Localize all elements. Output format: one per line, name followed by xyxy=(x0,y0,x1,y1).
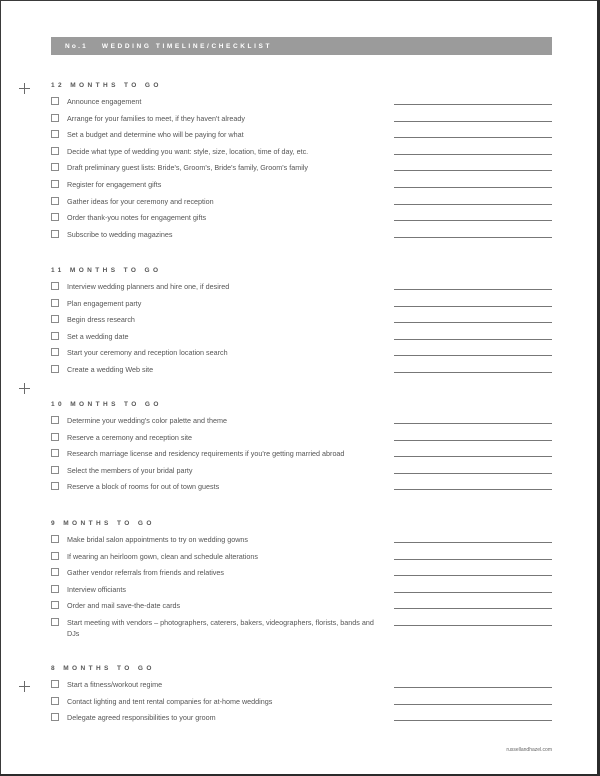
notes-line[interactable] xyxy=(394,137,552,138)
notes-line[interactable] xyxy=(394,187,552,188)
notes-line[interactable] xyxy=(394,423,552,424)
checklist-item xyxy=(51,279,552,296)
checkbox[interactable] xyxy=(51,114,59,122)
item-label: Draft preliminary guest lists: Bride's, Groom's, Bride's family, Groom's family xyxy=(67,163,309,173)
checklist-item xyxy=(51,111,552,128)
notes-line[interactable] xyxy=(394,322,552,323)
checklist-item xyxy=(51,710,552,727)
notes-line[interactable] xyxy=(394,372,552,373)
item-label: If wearing an heirloom gown, clean and schedule alterations xyxy=(67,551,258,561)
notes-line[interactable] xyxy=(394,355,552,356)
checkbox[interactable] xyxy=(51,180,59,188)
checklist-item xyxy=(51,413,552,430)
checklist-item xyxy=(51,312,552,329)
item-label: Gather ideas for your ceremony and reception xyxy=(67,196,214,206)
header-bar xyxy=(51,37,552,55)
checklist-item xyxy=(51,549,552,566)
item-label: Gather vendor referrals from friends and relatives xyxy=(67,568,224,578)
checkbox[interactable] xyxy=(51,299,59,307)
checkbox[interactable] xyxy=(51,147,59,155)
checkbox[interactable] xyxy=(51,449,59,457)
item-label: Begin dress research xyxy=(67,315,135,325)
checklist-item xyxy=(51,565,552,582)
checklist-item xyxy=(51,177,552,194)
checkbox[interactable] xyxy=(51,197,59,205)
notes-line[interactable] xyxy=(394,440,552,441)
item-label: Announce engagement xyxy=(67,97,142,106)
checklist-item xyxy=(51,446,552,463)
checklist-item xyxy=(51,144,552,161)
item-label: Arrange for your families to meet, if they haven't already xyxy=(67,113,245,123)
item-label: Order thank-you notes for engagement gifts xyxy=(67,213,207,223)
checklist-item xyxy=(51,463,552,480)
item-label: Create a wedding Web site xyxy=(67,364,154,374)
checklist-item xyxy=(51,582,552,599)
notes-line[interactable] xyxy=(394,220,552,221)
checklist-item xyxy=(51,127,552,144)
item-label: Interview officiants xyxy=(67,584,126,594)
checklist-item xyxy=(51,694,552,711)
notes-line[interactable] xyxy=(394,489,552,490)
checklist-item xyxy=(51,210,552,227)
notes-line[interactable] xyxy=(394,542,552,543)
notes-line[interactable] xyxy=(394,289,552,290)
section-3 xyxy=(51,400,552,496)
notes-line[interactable] xyxy=(394,306,552,307)
checkbox[interactable] xyxy=(51,601,59,609)
item-label: Reserve a block of rooms for out of town guests xyxy=(67,482,220,492)
header-number: No.1 xyxy=(65,42,88,50)
notes-line[interactable] xyxy=(394,625,552,626)
checkbox[interactable] xyxy=(51,713,59,721)
item-label: Make bridal salon appointments to try on wedding gowns xyxy=(67,535,248,544)
section-1 xyxy=(51,81,552,243)
item-label: Start a fitness/workout regime xyxy=(67,680,163,689)
checkbox[interactable] xyxy=(51,130,59,138)
item-label: Select the members of your bridal party xyxy=(67,465,193,475)
checkbox[interactable] xyxy=(51,433,59,441)
notes-line[interactable] xyxy=(394,121,552,122)
notes-line[interactable] xyxy=(394,154,552,155)
checklist-item xyxy=(51,677,552,694)
checklist-item xyxy=(51,532,552,549)
notes-line[interactable] xyxy=(394,339,552,340)
checkbox[interactable] xyxy=(51,213,59,221)
header-title: WEDDING TIMELINE/CHECKLIST xyxy=(101,42,273,50)
notes-line[interactable] xyxy=(394,608,552,609)
item-label: Set a wedding date xyxy=(67,331,129,341)
item-label: Order and mail save-the-date cards xyxy=(67,601,181,611)
checklist-item xyxy=(51,430,552,447)
item-label: Subscribe to wedding magazines xyxy=(67,229,173,239)
checklist-item xyxy=(51,329,552,346)
notes-line[interactable] xyxy=(394,720,552,721)
notes-line[interactable] xyxy=(394,104,552,105)
plus-icon xyxy=(19,383,30,394)
checkbox[interactable] xyxy=(51,482,59,490)
notes-line[interactable] xyxy=(394,473,552,474)
checkbox[interactable] xyxy=(51,332,59,340)
item-label: Delegate agreed responsibilities to your groom xyxy=(67,713,216,723)
checkbox[interactable] xyxy=(51,282,59,290)
plus-icon xyxy=(19,83,30,94)
notes-line[interactable] xyxy=(394,204,552,205)
checklist-item xyxy=(51,296,552,313)
checklist-item xyxy=(51,94,552,111)
checkbox[interactable] xyxy=(51,618,59,626)
checklist-item xyxy=(51,598,552,615)
checkbox[interactable] xyxy=(51,697,59,705)
plus-icon xyxy=(19,681,30,692)
item-label: Start your ceremony and reception location search xyxy=(67,348,228,358)
item-label: Start meeting with vendors – photographers, caterers, bakers, videographers, florists, bands and DJs xyxy=(67,617,374,638)
item-label: Determine your wedding's color palette and theme xyxy=(67,416,227,425)
checklist-item xyxy=(51,227,552,244)
checkbox[interactable] xyxy=(51,680,59,688)
section-title: 9 MONTHS TO GO xyxy=(51,520,155,527)
notes-line[interactable] xyxy=(394,559,552,560)
checkbox[interactable] xyxy=(51,365,59,373)
notes-line[interactable] xyxy=(394,237,552,238)
checkbox[interactable] xyxy=(51,97,59,105)
notes-line[interactable] xyxy=(394,456,552,457)
checkbox[interactable] xyxy=(51,466,59,474)
section-title: 10 MONTHS TO GO xyxy=(51,401,162,408)
checklist-item xyxy=(51,362,552,379)
section-title: 11 MONTHS TO GO xyxy=(51,267,162,274)
checkbox[interactable] xyxy=(51,552,59,560)
item-label: Research marriage license and residency requirements if you're getting married abroad xyxy=(67,449,345,459)
checklist-item xyxy=(51,615,552,643)
checkbox[interactable] xyxy=(51,230,59,238)
item-label: Register for engagement gifts xyxy=(67,179,162,189)
item-label: Set a budget and determine who will be paying for what xyxy=(67,130,244,140)
section-4 xyxy=(51,519,552,643)
footer-site: russellandhazel.com xyxy=(506,747,552,753)
notes-line[interactable] xyxy=(394,575,552,576)
section-2 xyxy=(51,266,552,379)
item-label: Decide what type of wedding you want: style, size, location, time of day, etc. xyxy=(67,146,309,156)
checklist-item xyxy=(51,160,552,177)
notes-line[interactable] xyxy=(394,170,552,171)
checklist-item xyxy=(51,479,552,496)
section-title: 8 MONTHS TO GO xyxy=(51,665,155,672)
item-label: Contact lighting and tent rental companies for at-home weddings xyxy=(67,696,273,706)
checkbox[interactable] xyxy=(51,416,59,424)
item-label: Plan engagement party xyxy=(67,298,142,308)
checkbox[interactable] xyxy=(51,163,59,171)
section-title: 12 MONTHS TO GO xyxy=(51,82,162,89)
checkbox[interactable] xyxy=(51,568,59,576)
section-5 xyxy=(51,664,552,727)
checkbox[interactable] xyxy=(51,348,59,356)
checkbox[interactable] xyxy=(51,585,59,593)
notes-line[interactable] xyxy=(394,704,552,705)
item-label: Interview wedding planners and hire one, if desired xyxy=(67,282,230,291)
checkbox[interactable] xyxy=(51,315,59,323)
checkbox[interactable] xyxy=(51,535,59,543)
notes-line[interactable] xyxy=(394,592,552,593)
notes-line[interactable] xyxy=(394,687,552,688)
checklist-item xyxy=(51,194,552,211)
item-label: Reserve a ceremony and reception site xyxy=(67,432,193,442)
checklist-item xyxy=(51,345,552,362)
